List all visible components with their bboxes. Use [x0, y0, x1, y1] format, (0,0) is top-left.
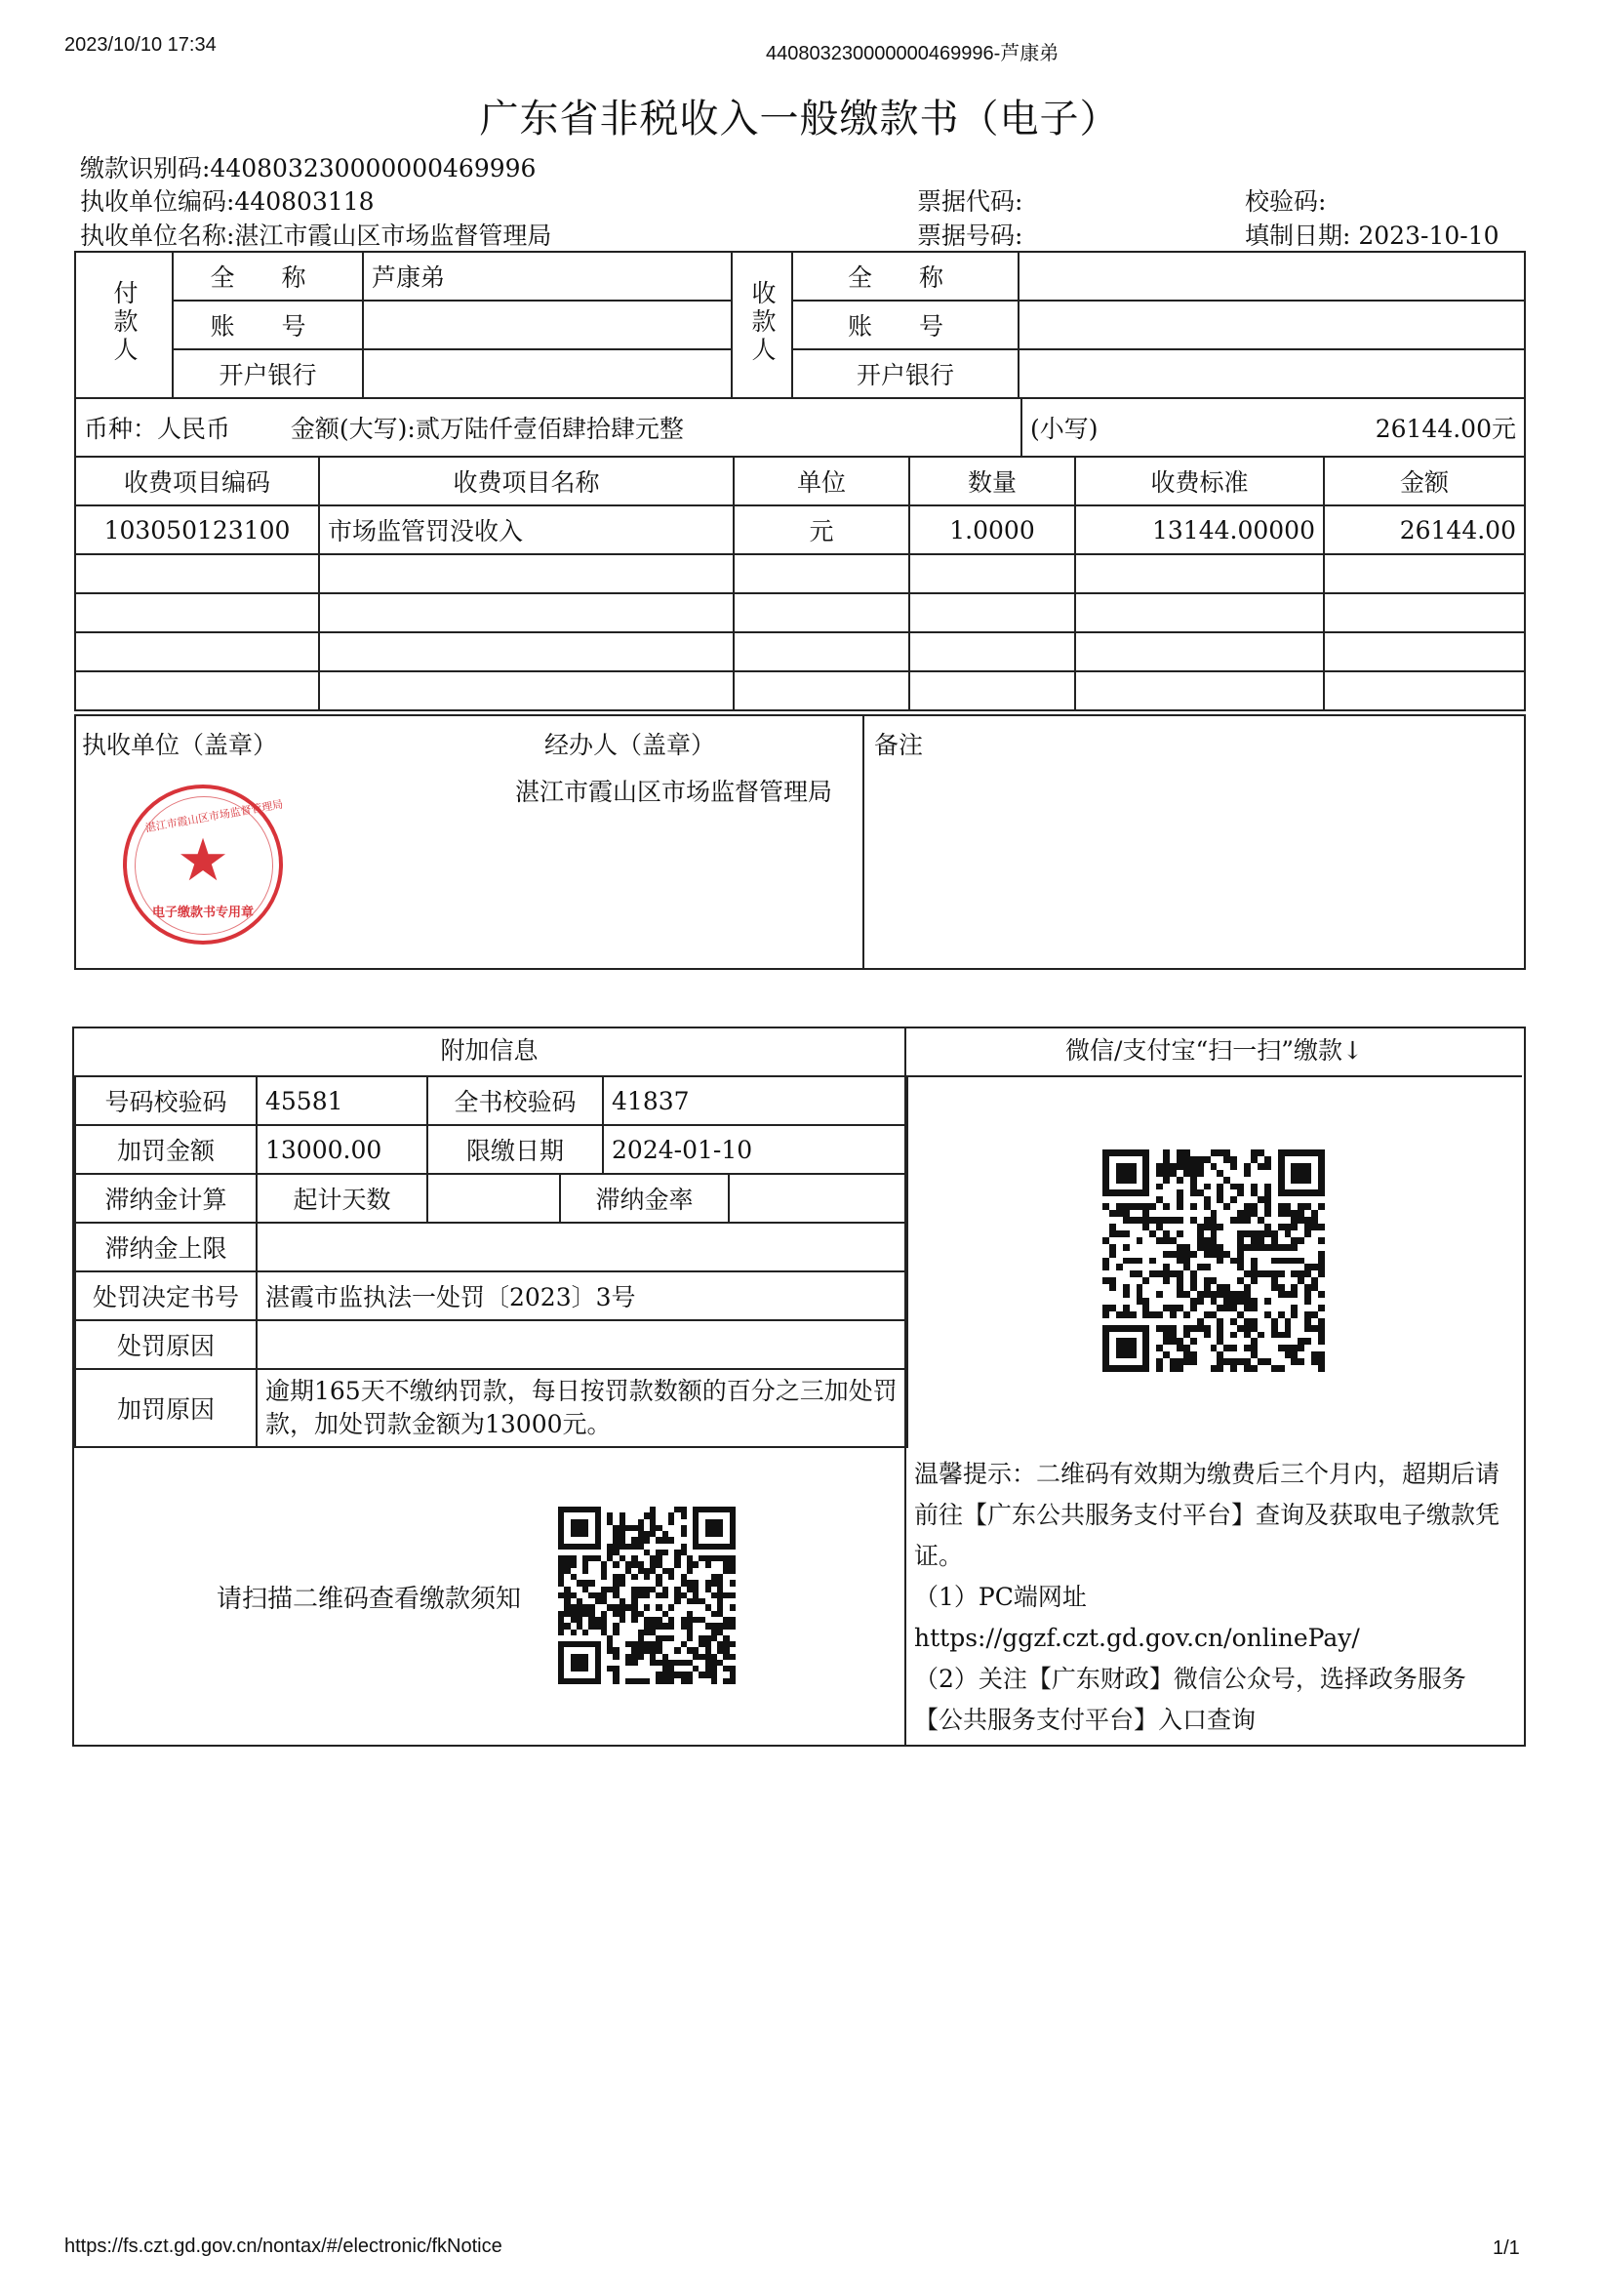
payer-account-label: 账 号 — [173, 301, 363, 349]
decision-number: 湛霞市监执法一处罚〔2023〕3号 — [257, 1271, 907, 1320]
party-table — [74, 251, 1526, 399]
sign-table — [74, 714, 1526, 970]
items-header-row — [75, 457, 1525, 505]
sign-cell — [75, 715, 863, 969]
payee-bank-label: 开户银行 — [792, 349, 1019, 398]
pay-tip-1: 温馨提示：二维码有效期为缴费后三个月内，超期后请前往【广东公共服务支付平台】查询及获取电子缴款凭证。 — [914, 1460, 1500, 1570]
amount-lower: 26144.00元 — [1375, 415, 1516, 443]
col-header-unit: 单位 — [734, 457, 909, 505]
table-row — [75, 593, 1525, 632]
start-days — [427, 1174, 560, 1223]
surcharge-reason-label: 加罚原因 — [75, 1369, 257, 1447]
col-header-code: 收费项目编码 — [75, 457, 319, 505]
col-header-amount: 金额 — [1324, 457, 1525, 505]
document-reference: 440803230000000469996-芦康弟 — [766, 43, 1059, 64]
deadline-label: 限缴日期 — [427, 1125, 603, 1174]
payer-account — [363, 301, 732, 349]
official-seal — [123, 785, 283, 945]
page-title: 广东省非税收入一般缴款书（电子） — [479, 97, 1120, 141]
col-header-standard: 收费标准 — [1075, 457, 1324, 505]
scan-note: 请扫描二维码查看缴款须知 — [217, 1585, 522, 1614]
item-quantity: 1.0000 — [909, 505, 1075, 554]
bill-number-label: 票据号码: — [917, 222, 1023, 250]
pay-tip-3: （2）关注【广东财政】微信公众号，选择政务服务【公共服务支付平台】入口查询 — [914, 1665, 1466, 1734]
reason — [257, 1320, 907, 1369]
footer-url: https://fs.czt.gd.gov.cn/nontax/#/electronic/fkNotice — [64, 2236, 502, 2257]
item-amount: 26144.00 — [1324, 505, 1525, 554]
payee-side-label: 收款人 — [732, 252, 792, 398]
late-fee-label: 滞纳金计算 — [75, 1174, 257, 1223]
amount-lower-label: (小写) — [1030, 415, 1099, 443]
item-name: 市场监管罚没收入 — [319, 505, 734, 554]
payer-name: 芦康弟 — [363, 252, 732, 301]
late-cap — [257, 1223, 907, 1271]
table-row — [75, 671, 1525, 710]
surcharge: 13000.00 — [257, 1125, 427, 1174]
handler-label: 经办人（盖章） — [544, 731, 716, 759]
amount-upper-cell — [75, 398, 1021, 457]
deadline: 2024-01-10 — [603, 1125, 907, 1174]
payee-bank — [1019, 349, 1525, 398]
unit-code: 执收单位编码:440803118 — [80, 187, 375, 216]
payer-side-label: 付款人 — [75, 252, 173, 398]
items-table — [74, 456, 1526, 711]
table-row — [75, 632, 1525, 671]
currency: 币种：人民币 — [84, 415, 231, 443]
unit-name: 执收单位名称:湛江市霞山区市场监督管理局 — [80, 222, 552, 250]
start-days-label: 起计天数 — [257, 1174, 427, 1223]
payee-account — [1019, 301, 1525, 349]
reason-label: 处罚原因 — [75, 1320, 257, 1369]
payment-id: 缴款识别码:440803230000000469996 — [80, 154, 537, 182]
seal-top-text: 湛江市霞山区市场监督管理局 — [144, 797, 285, 835]
decision-label: 处罚决定书号 — [75, 1271, 257, 1320]
payer-name-label: 全 称 — [173, 252, 363, 301]
handler-name: 湛江市霞山区市场监督管理局 — [515, 778, 833, 806]
surcharge-label: 加罚金额 — [75, 1125, 257, 1174]
fill-date: 填制日期: 2023-10-10 — [1245, 222, 1499, 250]
pay-url[interactable]: https://ggzf.czt.gd.gov.cn/onlinePay/ — [914, 1624, 1360, 1652]
pay-tip-2: （1）PC端网址 — [914, 1583, 1087, 1611]
late-rate-label: 滞纳金率 — [560, 1174, 729, 1223]
amount-upper: 金额(大写):贰万陆仟壹佰肆拾肆元整 — [290, 415, 684, 443]
item-standard: 13144.00000 — [1075, 505, 1324, 554]
payer-bank-label: 开户银行 — [173, 349, 363, 398]
book-check: 41837 — [603, 1076, 907, 1125]
number-check-label: 号码校验码 — [75, 1076, 257, 1125]
payee-account-label: 账 号 — [792, 301, 1019, 349]
check-code-label: 校验码: — [1245, 187, 1327, 216]
col-header-quantity: 数量 — [909, 457, 1075, 505]
pay-notice — [914, 1454, 1513, 1741]
late-cap-label: 滞纳金上限 — [75, 1223, 257, 1271]
late-rate — [729, 1174, 907, 1223]
surcharge-reason: 逾期165天不缴纳罚款，每日按罚款数额的百分之三加处罚款，加处罚款金额为13000元。 — [257, 1369, 907, 1447]
print-datetime: 2023/10/10 17:34 — [64, 34, 217, 56]
table-row — [75, 505, 1525, 554]
number-check: 45581 — [257, 1076, 427, 1125]
collecting-unit-label: 执收单位（盖章） — [82, 731, 278, 759]
payee-name — [1019, 252, 1525, 301]
amount-lower-cell — [1021, 398, 1525, 457]
remark-label: 备注 — [863, 715, 1525, 969]
payee-name-label: 全 称 — [792, 252, 1019, 301]
extra-info-table — [74, 1075, 908, 1448]
notice-qr-code[interactable] — [558, 1507, 736, 1684]
payer-bank — [363, 349, 732, 398]
additional-info-title: 附加信息 — [74, 1027, 904, 1077]
item-unit: 元 — [734, 505, 909, 554]
col-header-name: 收费项目名称 — [319, 457, 734, 505]
bill-code-label: 票据代码: — [917, 187, 1023, 216]
item-code: 103050123100 — [75, 505, 319, 554]
payment-qr-code[interactable] — [1102, 1149, 1325, 1372]
page-number: 1/1 — [1493, 2237, 1520, 2259]
table-row — [75, 554, 1525, 593]
amount-table — [74, 397, 1526, 458]
seal-bottom-text: 电子缴款书专用章 — [151, 906, 254, 920]
seal-star-icon: ★ — [177, 826, 229, 895]
book-check-label: 全书校验码 — [427, 1076, 603, 1125]
pay-title: 微信/支付宝“扫一扫”缴款↓ — [906, 1027, 1522, 1077]
